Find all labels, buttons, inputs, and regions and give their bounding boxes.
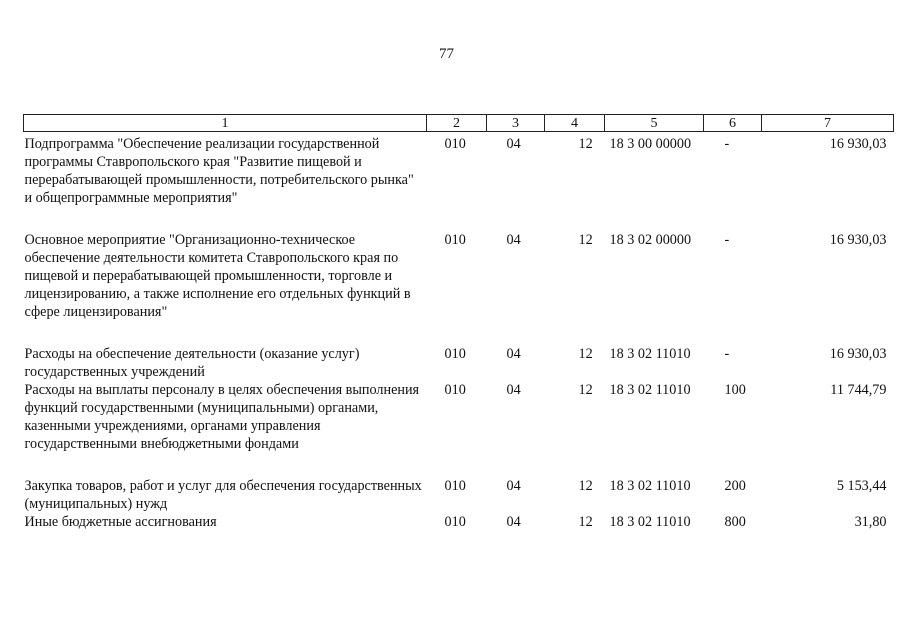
row-subsection-code: 12 xyxy=(578,136,593,152)
column-header-2: 2 xyxy=(427,115,487,132)
table-row xyxy=(24,345,894,381)
column-header-7: 7 xyxy=(762,115,894,132)
row-expense-type: - xyxy=(724,346,730,362)
row-amount: 31,80 xyxy=(854,514,887,530)
row-ministry-code: 010 xyxy=(444,346,466,362)
row-name: Закупка товаров, работ и услуг для обеспечения государственных (муниципальных) нужд xyxy=(24,478,422,512)
row-ministry-code: 010 xyxy=(444,382,466,398)
row-expense-type: - xyxy=(724,136,730,152)
column-header-5: 5 xyxy=(605,115,704,132)
budget-table xyxy=(23,114,894,531)
row-subsection-code: 12 xyxy=(578,346,593,362)
table-row xyxy=(24,513,894,531)
row-section-code: 04 xyxy=(506,232,521,248)
row-name: Иные бюджетные ассигнования xyxy=(24,514,217,530)
row-target-code: 18 3 02 11010 xyxy=(609,514,691,530)
column-header-1: 1 xyxy=(24,115,427,132)
row-ministry-code: 010 xyxy=(444,478,466,494)
row-ministry-code: 010 xyxy=(444,136,466,152)
row-target-code: 18 3 02 11010 xyxy=(609,478,691,494)
row-section-code: 04 xyxy=(506,136,521,152)
row-section-code: 04 xyxy=(506,514,521,530)
row-amount: 16 930,03 xyxy=(829,232,887,248)
row-expense-type: 800 xyxy=(724,514,746,530)
column-header-6: 6 xyxy=(704,115,762,132)
row-expense-type: - xyxy=(724,232,730,248)
row-subsection-code: 12 xyxy=(578,382,593,398)
row-subsection-code: 12 xyxy=(578,514,593,530)
row-section-code: 04 xyxy=(506,346,521,362)
row-target-code: 18 3 02 00000 xyxy=(609,232,692,248)
row-ministry-code: 010 xyxy=(444,514,466,530)
table-row xyxy=(24,381,894,477)
row-amount: 11 744,79 xyxy=(830,382,887,398)
row-amount: 16 930,03 xyxy=(829,136,887,152)
row-section-code: 04 xyxy=(506,382,521,398)
table-row xyxy=(24,132,894,232)
row-target-code: 18 3 02 11010 xyxy=(609,346,691,362)
row-target-code: 18 3 00 00000 xyxy=(609,136,692,152)
row-expense-type: 200 xyxy=(724,478,746,494)
column-header-4: 4 xyxy=(545,115,605,132)
row-expense-type: 100 xyxy=(724,382,746,398)
row-subsection-code: 12 xyxy=(578,478,593,494)
page-number: 77 xyxy=(439,46,454,62)
row-section-code: 04 xyxy=(506,478,521,494)
row-name: Подпрограмма "Обеспечение реализации государственной программы Ставропольского края "Развитие пищевой и перерабатывающей промышленности, потребительского рынка" и общепрограммные мероприятия" xyxy=(24,136,414,206)
row-name: Расходы на выплаты персоналу в целях обеспечения выполнения функций государственными (муниципальными) органами, казенными учреждениями, органами управления государственными внебюджетными фондами xyxy=(24,382,420,452)
table-row xyxy=(24,477,894,513)
row-amount: 5 153,44 xyxy=(836,478,887,494)
table-row xyxy=(24,231,894,345)
header-row xyxy=(24,115,894,132)
row-amount: 16 930,03 xyxy=(829,346,887,362)
row-name: Расходы на обеспечение деятельности (оказание услуг) государственных учреждений xyxy=(24,346,360,380)
row-subsection-code: 12 xyxy=(578,232,593,248)
column-header-3: 3 xyxy=(487,115,545,132)
row-target-code: 18 3 02 11010 xyxy=(609,382,691,398)
row-name: Основное мероприятие "Организационно-техническое обеспечение деятельности комитета Ставропольского края по пищевой и перерабатывающей промышленности, торговле и лицензированию, а также исполнение его отдельных функций в сфере лицензирования" xyxy=(24,232,411,320)
row-ministry-code: 010 xyxy=(444,232,466,248)
